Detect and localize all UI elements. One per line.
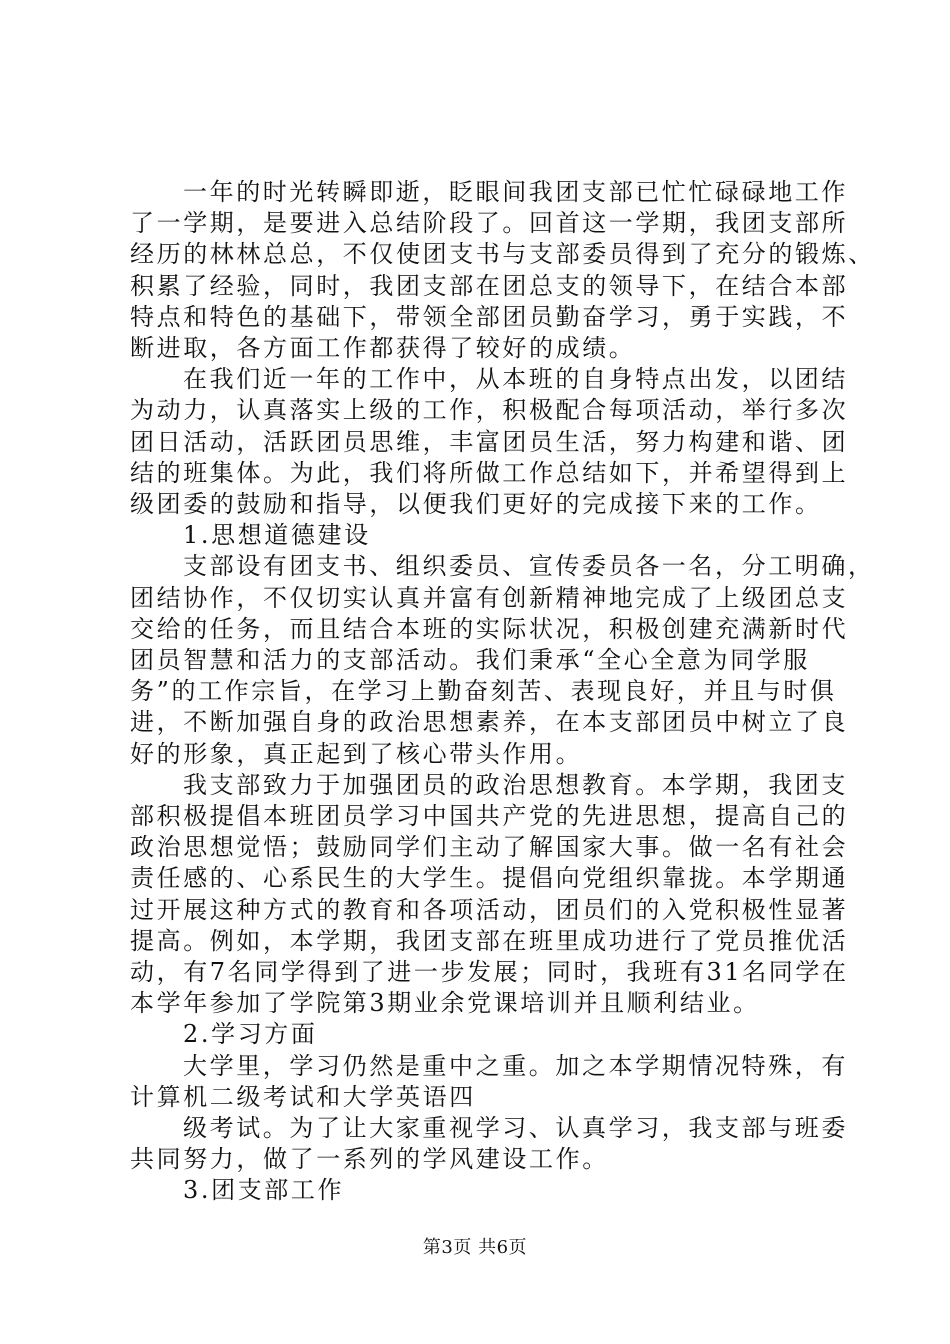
text-line: 断进取，各方面工作都获得了较好的成绩。 [130,334,636,362]
text-line: 共同努力，做了一系列的学风建设工作。 [130,1145,609,1173]
page-indicator: 第3页 共6页 [422,1237,528,1258]
text-line: 计算机二级考试和大学英语四 [130,1083,476,1111]
section-heading: 2.学习方面 [183,1020,318,1048]
text-line: 级团委的鼓励和指导，以便我们更好的完成接下来的工作。 [130,490,822,518]
text-line: 政治思想觉悟；鼓励同学们主动了解国家大事。做一名有社会 [130,833,849,861]
text-line: 过开展这种方式的教育和各项活动，团员们的入党积极性显著 [130,896,849,924]
text-line: 结的班集体。为此，我们将所做工作总结如下，并希望得到上 [130,459,849,487]
text-line: 务”的工作宗旨，在学习上勤奋刻苦、表现良好，并且与时俱 [130,677,837,705]
text-line: 团结协作，不仅切实认真并富有创新精神地完成了上级团总支 [130,584,849,612]
text-line: 在我们近一年的工作中，从本班的自身特点出发，以团结 [183,365,848,393]
text-line: 好的形象，真正起到了核心带头作用。 [130,740,583,768]
text-line: 为动力，认真落实上级的工作，积极配合每项活动，举行多次 [130,396,849,424]
text-line: 提高。例如，本学期，我团支部在班里成功进行了党员推优活 [130,927,849,955]
text-line: 本学年参加了学院第3期业余党课培训并且顺利结业。 [130,989,760,1017]
text-line: 交给的任务，而且结合本班的实际状况，积极创建充满新时代 [130,615,849,643]
text-line: 大学里，学习仍然是重中之重。加之本学期情况特殊，有 [183,1052,848,1080]
section-heading: 1.思想道德建设 [183,521,371,549]
text-line: 团员智慧和活力的支部活动。我们秉承“全心全意为同学服 [130,646,810,674]
text-line: 积累了经验，同时，我团支部在团总支的领导下，在结合本部 [130,272,849,300]
text-line: 部积极提倡本班团员学习中国共产党的先进思想，提高自己的 [130,802,849,830]
text-line: 动，有7名同学得到了进一步发展；同时，我班有31名同学在 [130,958,849,986]
text-line: 级考试。为了让大家重视学习、认真学习，我支部与班委 [183,1114,848,1142]
text-line: 团日活动，活跃团员思维，丰富团员生活，努力构建和谐、团 [130,428,849,456]
text-line: 支部设有团支书、组织委员、宣传委员各一名，分工明确， [183,552,875,580]
text-line: 特点和特色的基础下，带领全部团员勤奋学习，勇于实践，不 [130,303,849,331]
text-line: 经历的林林总总，不仅使团支书与支部委员得到了充分的锻炼、 [130,240,875,268]
text-line: 了一学期，是要进入总结阶段了。回首这一学期，我团支部所 [130,209,849,237]
text-line: 一年的时光转瞬即逝，眨眼间我团支部已忙忙碌碌地工作 [183,178,848,206]
text-line: 我支部致力于加强团员的政治思想教育。本学期，我团支 [183,771,848,799]
text-line: 责任感的、心系民生的大学生。提倡向党组织靠拢。本学期通 [130,864,849,892]
section-heading: 3.团支部工作 [183,1176,345,1204]
text-line: 进，不断加强自身的政治思想素养，在本支部团员中树立了良 [130,708,849,736]
